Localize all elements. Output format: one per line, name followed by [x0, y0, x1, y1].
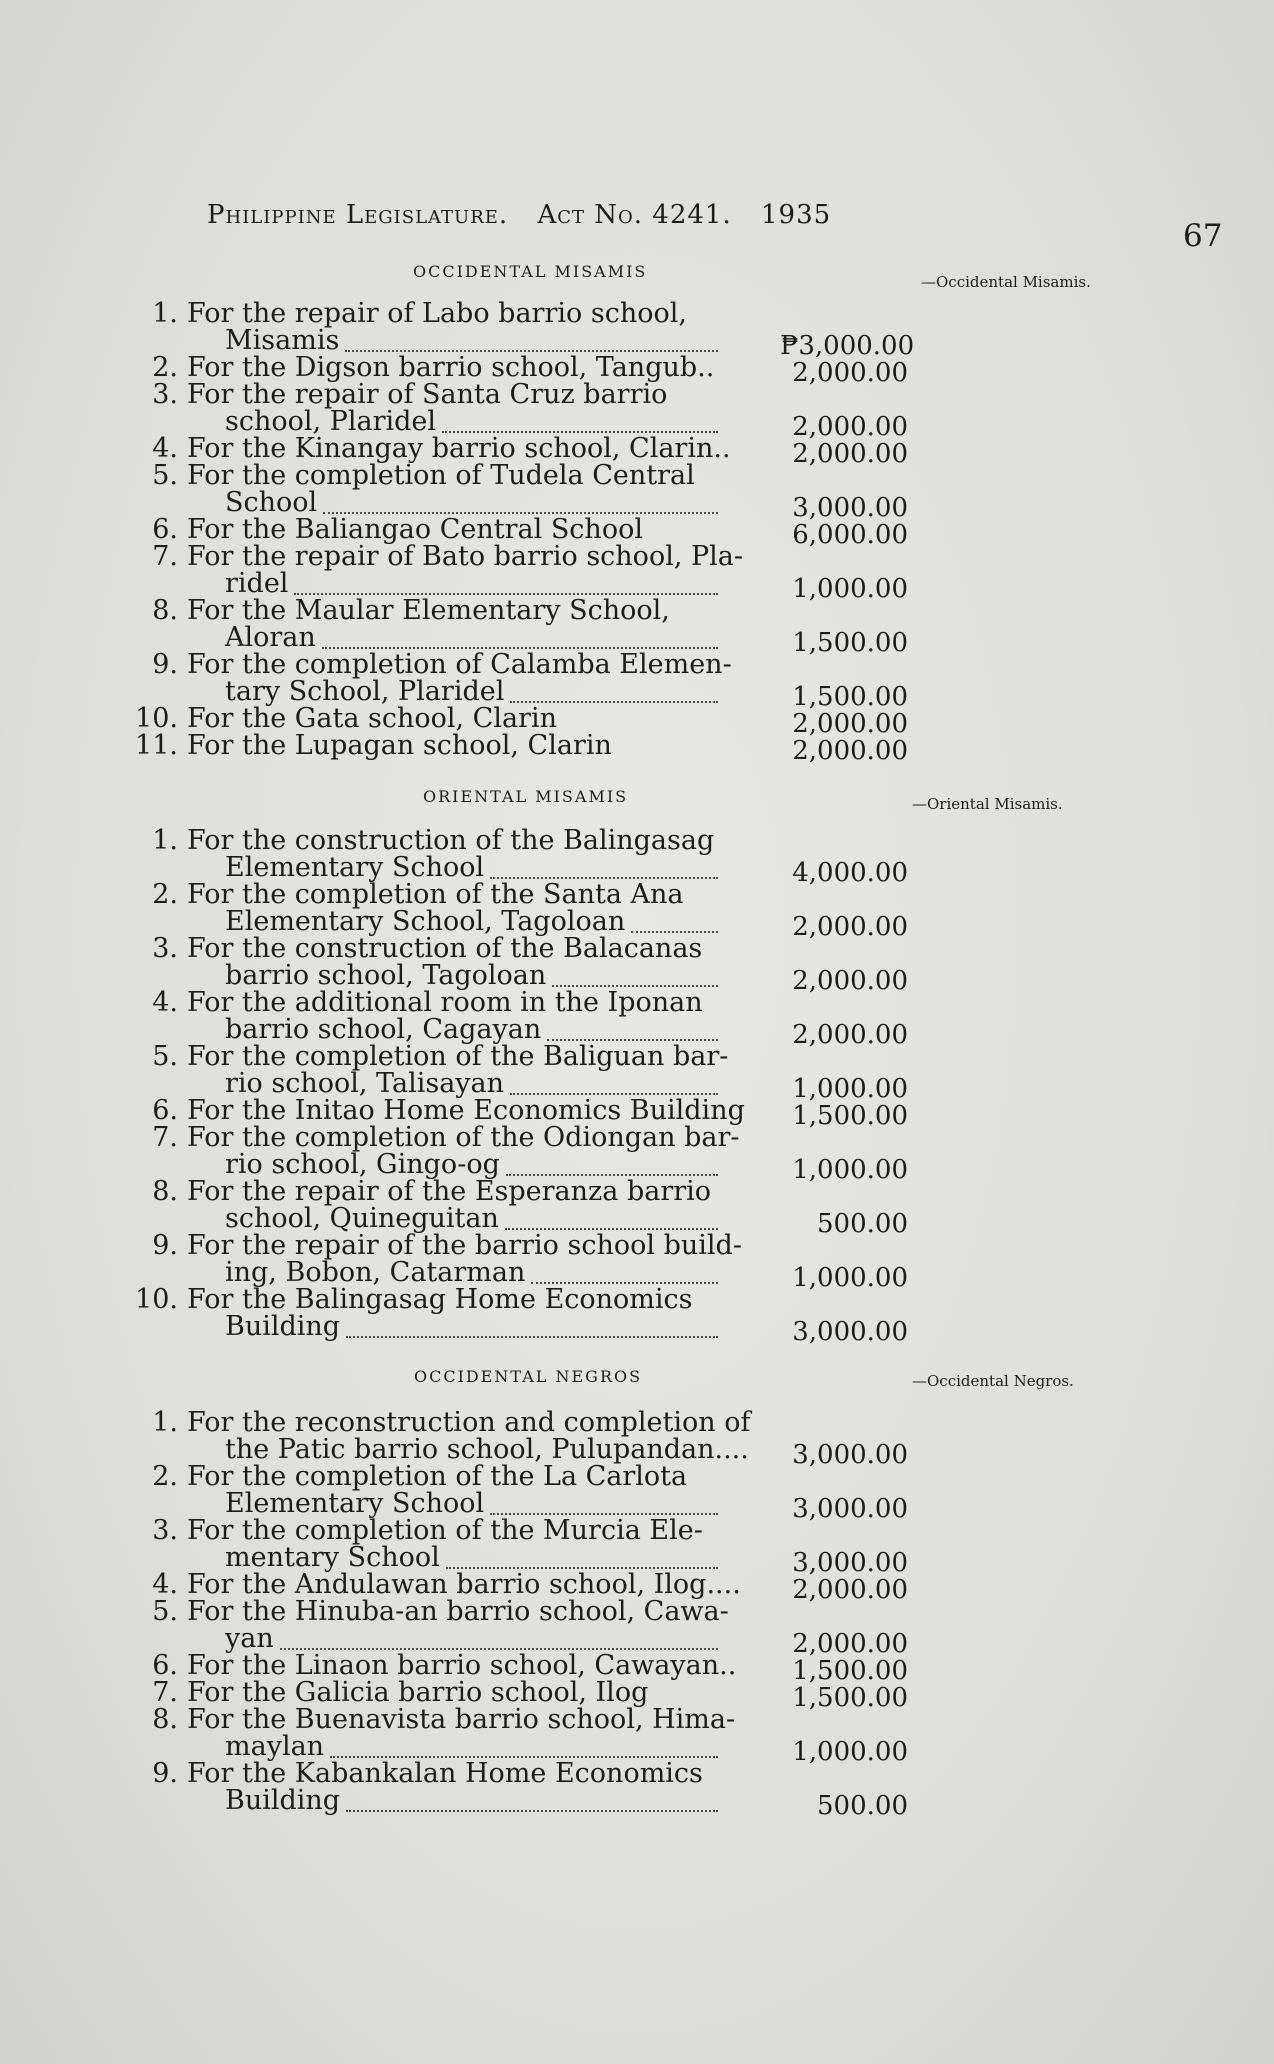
item-amount: 2,000.00: [792, 966, 908, 996]
item-description: For the Digson barrio school, Tangub..: [187, 352, 715, 383]
item-description-continued: mentary School: [225, 1542, 440, 1573]
item-description-continued: barrio school, Tagoloan: [225, 960, 547, 991]
item-description: For the repair of the barrio school build-: [187, 1230, 742, 1261]
item-amount: 2,000.00: [792, 358, 908, 388]
item-description: For the Baliangao Central School: [187, 514, 643, 545]
running-title: Philippine Legislature.: [207, 200, 509, 230]
dot-leader: [552, 958, 718, 987]
item-number: 10.: [135, 703, 178, 734]
item-description: For the Lupagan school, Clarin: [187, 730, 612, 761]
item-description: For the Balingasag Home Economics: [187, 1284, 693, 1315]
item-description: For the additional room in the Iponan: [187, 987, 703, 1018]
item-amount: 1,500.00: [792, 1683, 908, 1713]
item-description: For the Linaon barrio school, Cawayan..: [187, 1650, 737, 1681]
item-amount: 2,000.00: [792, 1020, 908, 1050]
item-description-continued: Elementary School: [225, 1488, 485, 1519]
item-number: 4.: [152, 987, 178, 1018]
margin-note: —Occidental Negros.: [912, 1372, 1074, 1390]
item-number: 2.: [152, 879, 178, 910]
item-number: 8.: [152, 595, 178, 626]
item-description: For the completion of Tudela Central: [187, 460, 695, 491]
item-description: For the Hinuba-an barrio school, Cawa-: [187, 1596, 729, 1627]
dot-leader: [490, 1486, 718, 1515]
item-amount: 500.00: [817, 1209, 908, 1239]
item-description-continued: Aloran: [225, 622, 316, 653]
item-amount: 4,000.00: [792, 858, 908, 888]
dot-leader: [294, 566, 718, 595]
item-description-continued: Misamis: [225, 325, 340, 356]
item-description-continued: school, Quineguitan: [225, 1203, 499, 1234]
item-description-continued: the Patic barrio school, Pulupandan....: [225, 1434, 749, 1465]
item-number: 5.: [152, 460, 178, 491]
item-amount: 2,000.00: [792, 709, 908, 739]
item-amount: 1,000.00: [792, 1074, 908, 1104]
item-amount: 3,000.00: [792, 493, 908, 523]
item-number: 4.: [152, 1569, 178, 1600]
item-description: For the completion of the La Carlota: [187, 1461, 688, 1492]
item-amount: 6,000.00: [792, 520, 908, 550]
dot-leader: [547, 1012, 718, 1041]
item-number: 7.: [152, 541, 178, 572]
item-description-continued: Elementary School: [225, 852, 485, 883]
dot-leader: [505, 1201, 718, 1230]
item-amount: 1,000.00: [792, 1155, 908, 1185]
page-number: 67: [1183, 218, 1223, 254]
item-amount: 1,000.00: [792, 1263, 908, 1293]
item-description: For the completion of the Murcia Ele-: [187, 1515, 703, 1546]
item-description: For the Andulawan barrio school, Ilog....: [187, 1569, 741, 1600]
item-number: 1.: [152, 1407, 178, 1438]
section-heading: ORIENTAL MISAMIS: [423, 787, 629, 806]
dot-leader: [442, 404, 718, 433]
item-amount: 2,000.00: [792, 412, 908, 442]
item-amount: 2,000.00: [792, 439, 908, 469]
item-description-continued: Elementary School, Tagoloan: [225, 906, 626, 937]
item-number: 5.: [152, 1596, 178, 1627]
item-description-continued: tary School, Plaridel: [225, 676, 505, 707]
section-heading: OCCIDENTAL NEGROS: [414, 1367, 643, 1386]
item-description-continued: rio school, Gingo-og: [225, 1149, 500, 1180]
item-amount: 3,000.00: [792, 1548, 908, 1578]
item-description: For the repair of Bato barrio school, Pla-: [187, 541, 744, 572]
margin-note: —Oriental Misamis.: [912, 795, 1063, 813]
item-number: 1.: [152, 298, 178, 329]
item-amount: ₱3,000.00: [780, 331, 915, 361]
item-description: For the completion of the Baliguan bar-: [187, 1041, 729, 1072]
item-amount: 1,000.00: [792, 1737, 908, 1767]
item-amount: 3,000.00: [792, 1440, 908, 1470]
item-number: 9.: [152, 1230, 178, 1261]
item-description: For the Kinangay barrio school, Clarin..: [187, 433, 731, 464]
item-description: For the Kabankalan Home Economics: [187, 1758, 703, 1789]
item-number: 3.: [152, 933, 178, 964]
item-description: For the repair of the Esperanza barrio: [187, 1176, 712, 1207]
item-description-continued: ridel: [225, 568, 289, 599]
item-description: For the Gata school, Clarin: [187, 703, 557, 734]
dot-leader: [346, 1309, 718, 1338]
item-amount: 500.00: [817, 1791, 908, 1821]
item-number: 9.: [152, 1758, 178, 1789]
item-number: 5.: [152, 1041, 178, 1072]
item-description-continued: barrio school, Cagayan: [225, 1014, 542, 1045]
item-number: 6.: [152, 514, 178, 545]
item-description-continued: School: [225, 487, 318, 518]
dot-leader: [631, 904, 718, 933]
item-number: 2.: [152, 1461, 178, 1492]
item-number: 8.: [152, 1704, 178, 1735]
item-description: For the completion of the Odiongan bar-: [187, 1122, 740, 1153]
item-amount: 1,500.00: [792, 682, 908, 712]
act-year: 1935: [761, 200, 832, 230]
item-number: 1.: [152, 825, 178, 856]
item-description-continued: Building: [225, 1311, 341, 1342]
item-description-continued: yan: [225, 1623, 274, 1654]
item-number: 3.: [152, 379, 178, 410]
item-amount: 3,000.00: [792, 1494, 908, 1524]
item-number: 11.: [135, 730, 178, 761]
dot-leader: [323, 485, 718, 514]
running-header: [207, 200, 851, 230]
item-description-continued: maylan: [225, 1731, 325, 1762]
item-number: 8.: [152, 1176, 178, 1207]
item-description-continued: school, Plaridel: [225, 406, 437, 437]
item-description: For the construction of the Balingasag: [187, 825, 715, 856]
item-amount: 1,500.00: [792, 1101, 908, 1131]
item-description: For the completion of Calamba Elemen-: [187, 649, 732, 680]
dot-leader: [330, 1729, 718, 1758]
dot-leader: [506, 1147, 718, 1176]
margin-note: —Occidental Misamis.: [921, 273, 1091, 291]
item-description: For the construction of the Balacanas: [187, 933, 703, 964]
item-description: For the completion of the Santa Ana: [187, 879, 684, 910]
item-amount: 1,000.00: [792, 574, 908, 604]
item-number: 6.: [152, 1095, 178, 1126]
item-description-continued: rio school, Talisayan: [225, 1068, 505, 1099]
item-amount: 1,500.00: [792, 1656, 908, 1686]
item-number: 9.: [152, 649, 178, 680]
item-description: For the reconstruction and completion of: [187, 1407, 751, 1438]
item-amount: 2,000.00: [792, 736, 908, 766]
item-description-continued: Building: [225, 1785, 341, 1816]
item-description: For the repair of Santa Cruz barrio: [187, 379, 668, 410]
item-amount: 3,000.00: [792, 1317, 908, 1347]
act-number: Act No. 4241.: [537, 200, 732, 230]
dot-leader: [446, 1540, 718, 1569]
dot-leader: [531, 1255, 718, 1284]
item-description: For the Galicia barrio school, Ilog: [187, 1677, 649, 1708]
dot-leader: [345, 323, 718, 352]
item-description-continued: ing, Bobon, Catarman: [225, 1257, 526, 1288]
dot-leader: [280, 1621, 718, 1650]
dot-leader: [510, 1066, 718, 1095]
item-amount: 2,000.00: [792, 1629, 908, 1659]
section-heading: OCCIDENTAL MISAMIS: [413, 262, 648, 281]
item-number: 10.: [135, 1284, 178, 1315]
item-description: For the Initao Home Economics Building: [187, 1095, 745, 1126]
dot-leader: [322, 620, 718, 649]
item-description: For the Maular Elementary School,: [187, 595, 670, 626]
dot-leader: [490, 850, 718, 879]
item-number: 6.: [152, 1650, 178, 1681]
item-number: 3.: [152, 1515, 178, 1546]
item-amount: 2,000.00: [792, 1575, 908, 1605]
item-amount: 2,000.00: [792, 912, 908, 942]
item-description: For the Buenavista barrio school, Hima-: [187, 1704, 736, 1735]
item-description: For the repair of Labo barrio school,: [187, 298, 687, 329]
dot-leader: [346, 1783, 718, 1812]
dot-leader: [510, 674, 718, 703]
item-number: 7.: [152, 1677, 178, 1708]
item-number: 2.: [152, 352, 178, 383]
item-number: 7.: [152, 1122, 178, 1153]
item-number: 4.: [152, 433, 178, 464]
item-amount: 1,500.00: [792, 628, 908, 658]
